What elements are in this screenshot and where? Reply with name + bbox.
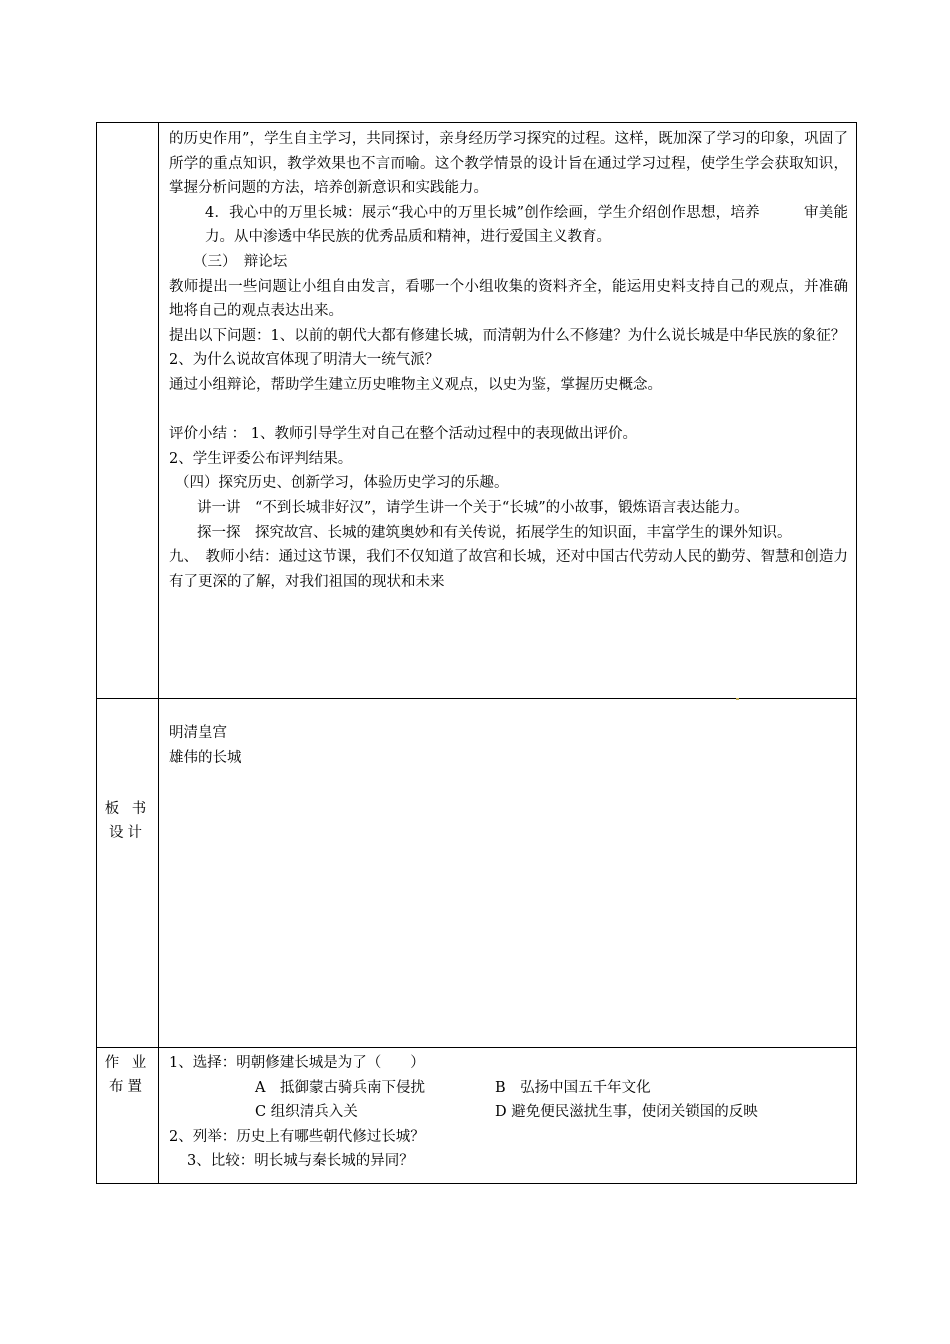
homework-label-line-2: 布置 xyxy=(109,1079,146,1095)
homework-question-1: 1、选择：明朝修建长城是为了（ ） xyxy=(169,1055,425,1071)
paragraph-evaluation-results: 2、学生评委公布评判结果。 xyxy=(169,450,353,467)
paragraph-debate-goal: 通过小组辩论，帮助学生建立历史唯物主义观点，以史为鉴，掌握历史概念。 xyxy=(169,376,662,393)
process-content-cell xyxy=(159,123,857,699)
option-b: B 弘扬中国五千年文化 xyxy=(495,1079,651,1096)
paragraph-explore: 探一探 探究故宫、长城的建筑奥妙和有关传说，拓展学生的知识面，丰富学生的课外知识。 xyxy=(197,524,792,541)
option-c: C 组织清兵入关 xyxy=(255,1104,358,1121)
lesson-plan-table xyxy=(96,122,857,1184)
homework-label xyxy=(97,1048,159,1184)
homework-question-3: 3、比较：明长城与秦长城的异同？ xyxy=(187,1153,414,1170)
board-line-great-wall: 雄伟的长城 xyxy=(169,749,242,766)
section-debate-heading: （三） 辩论坛 xyxy=(193,253,288,270)
board-design-label xyxy=(97,699,159,1048)
blank-line xyxy=(169,398,848,423)
homework-question-2: 2、列举：历史上有哪些朝代修过长城？ xyxy=(169,1128,425,1145)
paragraph-history-role: 的历史作用”，学生自主学习，共同探讨，亲身经历学习探究的过程。这样，既加深了学习的印象，巩固了所学的重点知识，教学效果也不言而喻。这个教学情景的设计旨在通过学习过程，使学生学会获取知识，掌握分析问题的方法，培养创新意识和实践能力。 xyxy=(169,131,848,197)
paragraph-tell-story: 讲一讲 “不到长城非好汉”，请学生讲一个关于“长城”的小故事，锻炼语言表达能力。 xyxy=(197,499,749,516)
paragraph-great-wall-drawing: 4．我心中的万里长城：展示“我心中的万里长城”创作绘画，学生介绍创作思想，培养 审美能力。从中渗透中华民族的优秀品质和精神，进行爱国主义教育。 xyxy=(205,204,848,246)
option-a: A 抵御蒙古骑兵南下侵扰 xyxy=(255,1079,425,1096)
paragraph-evaluation-summary: 评价小结 ： 1、教师引导学生对自己在整个活动过程中的表现做出评价。 xyxy=(169,426,637,443)
board-line-ming-qing-palace: 明清皇宫 xyxy=(169,725,227,741)
homework-content xyxy=(159,1048,857,1184)
process-label-cell xyxy=(97,123,159,699)
section-explore-heading: （四）探究历史、创新学习，体验历史学习的乐趣。 xyxy=(175,475,509,492)
scan-speck xyxy=(736,698,739,700)
option-d: D 避免便民滋扰生事，使闭关锁国的反映 xyxy=(495,1104,758,1121)
board-design-row xyxy=(97,699,857,1048)
homework-label-line-1: 作 业 xyxy=(104,1055,151,1071)
homework-options-row-1 xyxy=(169,1076,848,1101)
paragraph-debate-intro: 教师提出一些问题让小组自由发言，看哪一个小组收集的资料齐全，能运用史料支持自己的观点，并准确地将自己的观点表达出来。 xyxy=(169,278,848,320)
board-design-content xyxy=(159,699,857,1048)
paragraph-question-1: 提出以下问题：1、以前的朝代大都有修建长城，而清朝为什么不修建？为什么说长城是中华民族的象征？ xyxy=(169,327,846,344)
board-label-line-1: 板 书 xyxy=(104,801,151,817)
homework-options-row-2 xyxy=(169,1100,848,1125)
paragraph-question-2: 2、为什么说故宫体现了明清大一统气派？ xyxy=(169,352,440,369)
homework-row xyxy=(97,1048,857,1184)
process-row xyxy=(97,123,857,699)
board-label-line-2: 设计 xyxy=(109,825,146,841)
paragraph-teacher-summary: 九、 教师小结：通过这节课，我们不仅知道了故宫和长城，还对中国古代劳动人民的勤劳、智慧和创造力有了更深的了解，对我们祖国的现状和未来 xyxy=(169,549,848,590)
